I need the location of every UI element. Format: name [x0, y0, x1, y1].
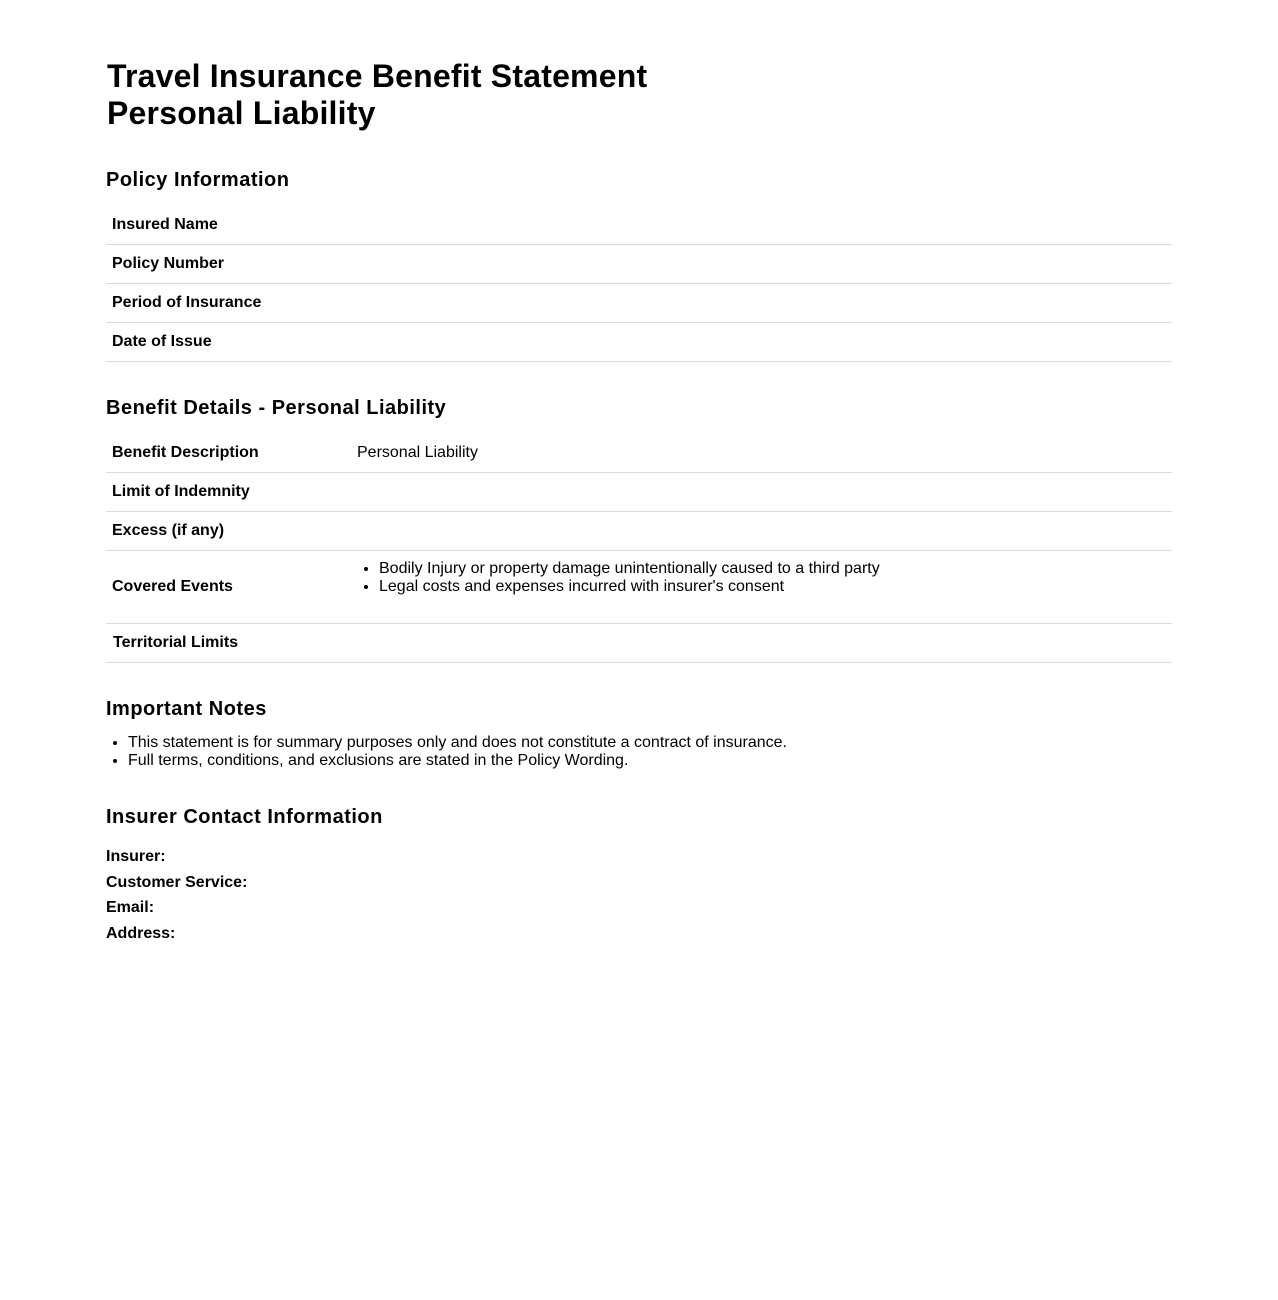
excess-value [351, 512, 1172, 551]
list-item: • This statement is for summary purposes only and does not constitute a contract of insurance. [128, 734, 787, 752]
important-notes-list [106, 734, 787, 770]
table-row [106, 512, 1172, 551]
email-label: Email: [106, 899, 155, 917]
insurer-label: Insurer: [106, 848, 166, 865]
important-notes-heading: Important Notes [106, 698, 267, 720]
insured-name-value [350, 206, 1172, 245]
policy-information-table [106, 206, 1172, 362]
customer-service-field [106, 870, 247, 896]
email-field [106, 895, 247, 921]
table-row [106, 624, 1172, 663]
benefit-description-value: Personal Liability [351, 434, 1172, 473]
table-row [106, 206, 1172, 245]
insurer-contact-fields [106, 844, 247, 947]
title-line-2: Personal Liability [107, 95, 376, 131]
period-of-insurance-label: Period of Insurance [106, 284, 350, 323]
table-row [106, 434, 1172, 473]
title-line-1: Travel Insurance Benefit Statement [107, 58, 648, 94]
covered-events-value [351, 551, 1172, 624]
covered-events-list [357, 560, 1166, 596]
policy-number-value [350, 245, 1172, 284]
excess-label: Excess (if any) [106, 512, 351, 551]
address-label: Address: [106, 925, 176, 943]
customer-service-label: Customer Service: [106, 873, 248, 891]
address-field [106, 921, 247, 947]
insurer-field [106, 844, 247, 870]
territorial-limits-value [351, 624, 1172, 663]
benefit-details-table [106, 434, 1172, 663]
benefit-description-label: Benefit Description [106, 434, 351, 473]
territorial-limits-label: Territorial Limits [106, 624, 351, 663]
limit-of-indemnity-value [351, 473, 1172, 512]
covered-events-label: Covered Events [106, 551, 351, 624]
table-row [106, 323, 1172, 362]
table-row [106, 551, 1172, 624]
table-row [106, 245, 1172, 284]
period-of-insurance-value [350, 284, 1172, 323]
table-row [106, 473, 1172, 512]
list-item: • Full terms, conditions, and exclusions are stated in the Policy Wording. [128, 752, 787, 770]
list-item: • Bodily Injury or property damage unintentionally caused to a third party [379, 560, 1166, 578]
insured-name-label: Insured Name [106, 206, 350, 245]
benefit-details-heading: Benefit Details - Personal Liability [106, 397, 447, 419]
date-of-issue-value [350, 323, 1172, 362]
policy-number-label: Policy Number [106, 245, 350, 284]
date-of-issue-label: Date of Issue [106, 323, 350, 362]
table-row [106, 284, 1172, 323]
list-item: • Legal costs and expenses incurred with insurer's consent [379, 578, 1166, 596]
insurer-contact-heading: Insurer Contact Information [106, 806, 383, 828]
document-title [107, 58, 647, 132]
limit-of-indemnity-label: Limit of Indemnity [106, 473, 351, 512]
policy-information-heading: Policy Information [106, 169, 290, 191]
